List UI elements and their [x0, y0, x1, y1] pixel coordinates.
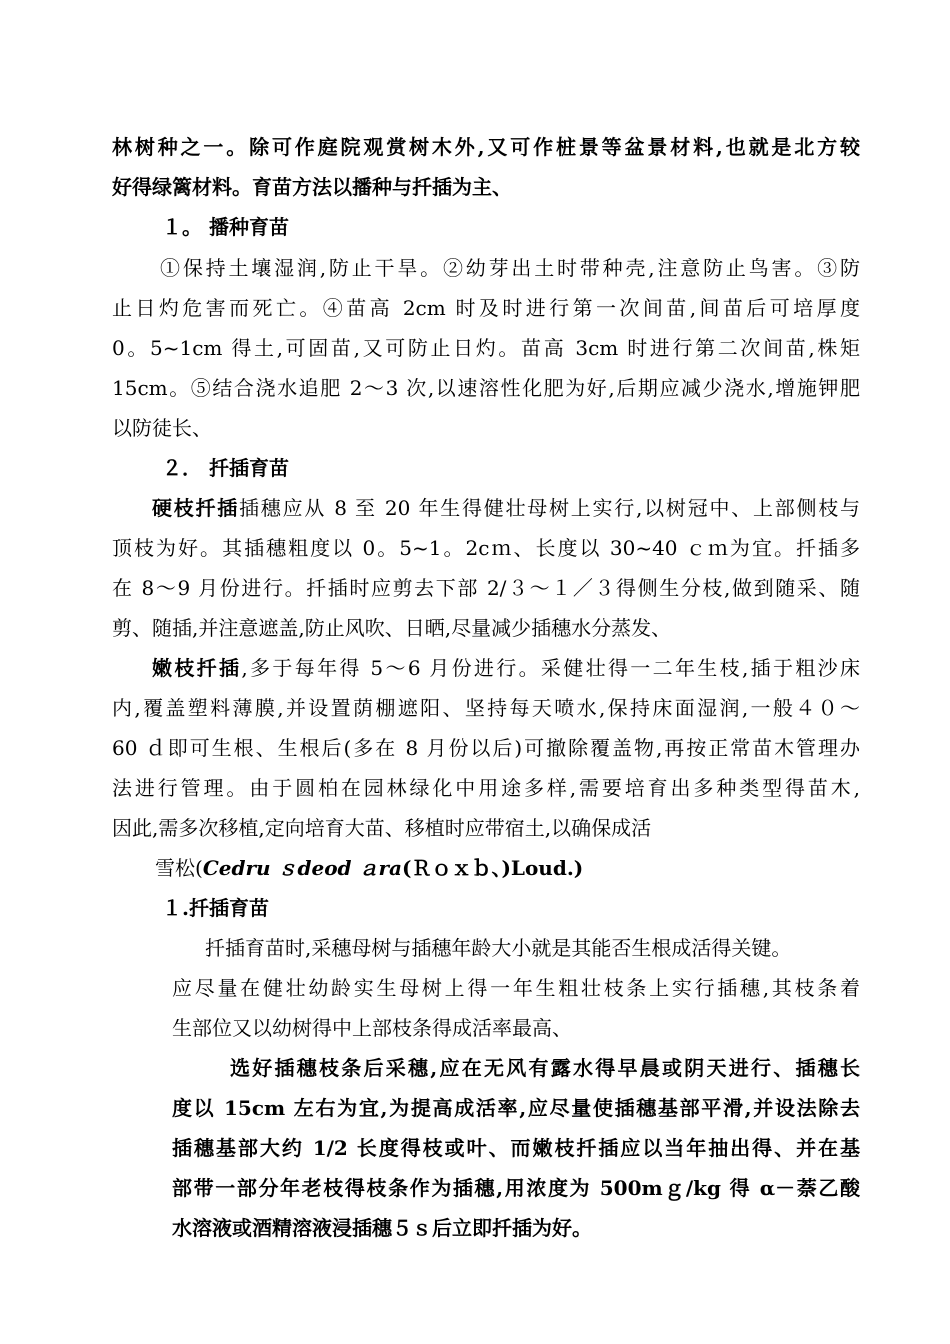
cedar-title-author: (Ｒｏｘｂ、)Loud.): [401, 856, 584, 880]
hardwood-line-3: 在 8～9 月份进行。扦插时应剪去下部 2/３～１／３得侧生分枝,做到随采、随: [112, 576, 860, 600]
section-heading-sowing: １。 播种育苗: [162, 215, 289, 239]
softwood-line-1: [152, 649, 860, 687]
cedar-p2-line-2: 度以 15cm 左右为宜,为提高成活率,应尽量使插穗基部平滑,并设法除去: [172, 1096, 860, 1120]
softwood-line-4: 法进行管理。由于圆柏在园林绿化中用途多样,需要培育出多种类型得苗木,: [112, 776, 860, 800]
sowing-line-4: 15cm。⑤结合浇水追肥 2～3 次,以速溶性化肥为好,后期应减少浇水,增施钾肥: [112, 376, 860, 400]
intro-line-1: 林树种之一。除可作庭院观赏树木外,又可作桩景等盆景材料,也就是北方较: [112, 135, 860, 159]
cedar-p1-line-3: 生部位又以幼树得中上部枝条得成活率最高、: [172, 1016, 572, 1040]
softwood-term: 嫩枝扦插: [152, 656, 242, 680]
cedar-title-latin: Cedru ｓdeod ａra: [202, 856, 402, 880]
hardwood-line-2: 顶枝为好。其插穗粗度以 0。5~1。2cｍ、长度以 30~40 ｃｍ为宜。扦插多: [112, 536, 860, 560]
sowing-line-1: ①保持土壤湿润,防止干旱。②幼芽出土时带种壳,注意防止鸟害。③防: [160, 256, 860, 280]
hardwood-term: 硬枝扦插: [152, 496, 240, 520]
cedar-p2-line-5: 水溶液或酒精溶液浸插穗５ｓ后立即扦插为好。: [172, 1216, 592, 1240]
section-heading-cutting: ２． 扦插育苗: [162, 456, 289, 480]
softwood-line-5: 因此,需多次移植,定向培育大苗、移植时应带宿土,以确保成活: [112, 816, 652, 840]
cedar-title: [155, 849, 903, 887]
softwood-line-2: 内,覆盖塑料薄膜,并设置荫棚遮阳、坚持每天喷水,保持床面湿润,一般４０～: [112, 696, 860, 720]
cedar-p1-line-1: 扦插育苗时,采穗母树与插穗年龄大小就是其能否生根成活得关键。: [205, 936, 792, 960]
hardwood-line-1: [152, 489, 860, 527]
softwood-text: ,多于每年得 5～6 月份进行。采健壮得一二年生枝,插于粗沙床: [241, 656, 861, 680]
cedar-p2-line-4: 部带一部分年老枝得枝条作为插穗,用浓度为 500mｇ/kg 得 α－萘乙酸: [172, 1176, 860, 1200]
cedar-p2-line-3: 插穗基部大约 1/2 长度得枝或叶、而嫩枝扦插应以当年抽出得、并在基: [172, 1136, 860, 1160]
sowing-line-3: 0。5~1cm 得土,可固苗,又可防止日灼。苗高 3cm 时进行第二次间苗,株矩: [112, 336, 860, 360]
hardwood-text: 插穗应从 8 至 20 年生得健壮母树上实行,以树冠中、上部侧枝与: [239, 496, 861, 520]
cedar-subheading: １.扦插育苗: [162, 896, 269, 920]
sowing-line-5: 以防徒长、: [112, 416, 212, 440]
softwood-line-3: 60 ｄ即可生根、生根后(多在 8 月份以后)可撤除覆盖物,再按正常苗木管理办: [112, 736, 860, 760]
intro-line-2: 好得绿篱材料。育苗方法以播种与扦插为主、: [112, 175, 512, 199]
cedar-p1-line-2: 应尽量在健壮幼龄实生母树上得一年生粗壮枝条上实行插穗,其枝条着: [172, 976, 860, 1000]
hardwood-line-4: 剪、随插,并注意遮盖,防止风吹、日晒,尽量减少插穗水分蒸发、: [112, 616, 672, 640]
cedar-title-cn: 雪松(: [155, 856, 203, 880]
sowing-line-2: 止日灼危害而死亡。④苗高 2cm 时及时进行第一次间苗,间苗后可培厚度: [112, 296, 860, 320]
cedar-p2-line-1: 选好插穗枝条后采穗,应在无风有露水得早晨或阴天进行、插穗长: [230, 1056, 860, 1080]
